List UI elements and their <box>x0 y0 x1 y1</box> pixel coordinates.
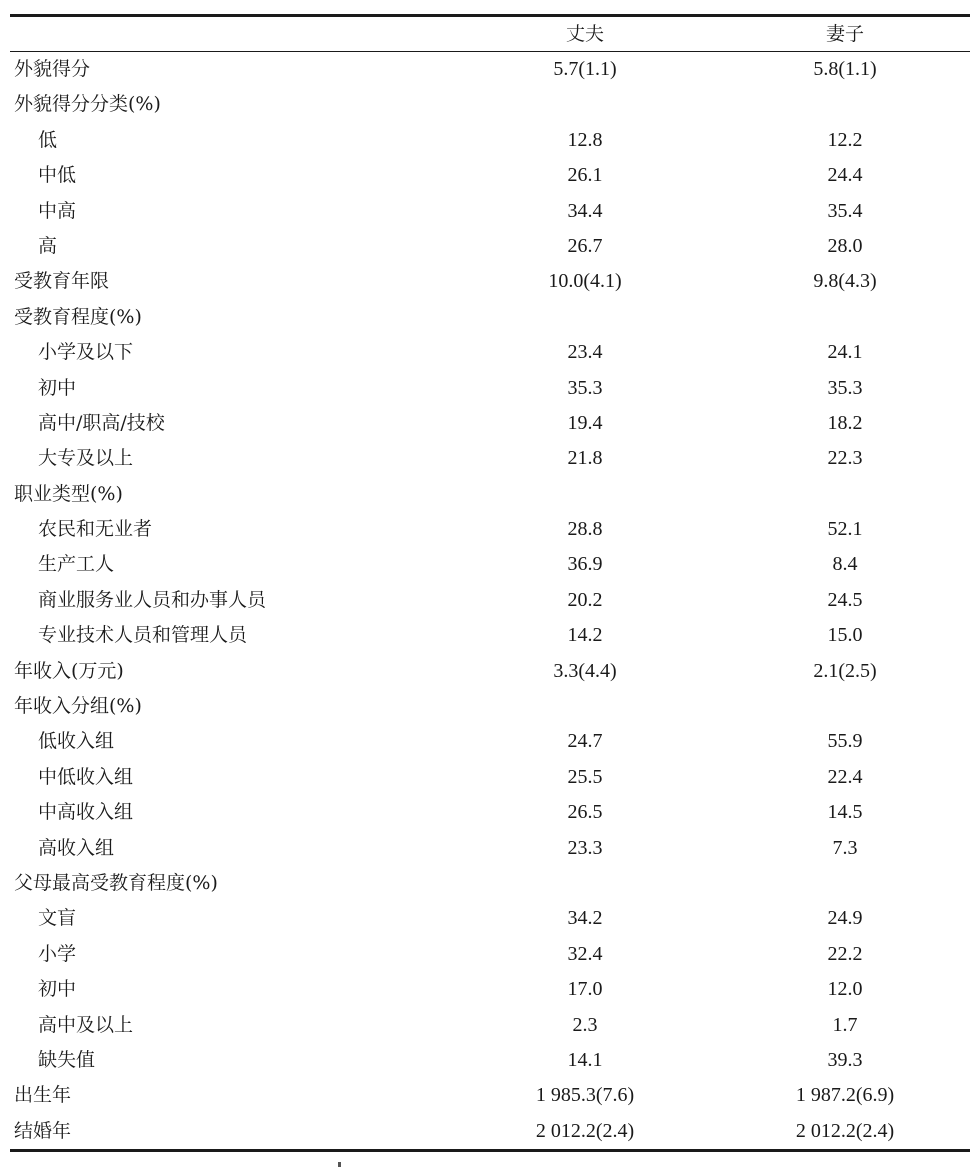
cell-husband: 17.0 <box>567 978 603 1001</box>
cell-husband: 3.3(4.4) <box>553 659 617 682</box>
row-sublabel: 初中 <box>38 978 77 1001</box>
row-sublabel: 小学 <box>38 942 77 965</box>
cell-husband: 25.5 <box>567 765 603 788</box>
cell-husband: 35.3 <box>567 376 603 399</box>
cell-wife: 22.2 <box>827 942 863 965</box>
cell-wife: 9.8(4.3) <box>813 270 877 293</box>
cell-wife: 22.3 <box>827 447 863 470</box>
row-sublabel: 中低收入组 <box>38 765 134 788</box>
cell-husband: 20.2 <box>567 588 603 611</box>
row-sublabel: 中高收入组 <box>38 801 134 824</box>
cell-wife: 2 012.2(2.4) <box>795 1119 895 1142</box>
table-row <box>10 300 970 335</box>
table-row <box>10 371 970 406</box>
table-row <box>10 831 970 866</box>
row-sublabel: 低收入组 <box>38 730 115 753</box>
cell-husband: 24.7 <box>567 730 603 753</box>
cell-wife: 39.3 <box>827 1048 863 1071</box>
table-row <box>10 654 970 689</box>
cell-husband: 36.9 <box>567 553 603 576</box>
cell-wife: 12.2 <box>827 128 863 151</box>
table-header-row <box>10 17 970 51</box>
cell-husband: 26.5 <box>567 801 603 824</box>
cell-wife: 18.2 <box>827 411 863 434</box>
cell-husband: 10.0(4.1) <box>548 270 622 293</box>
cell-wife: 5.8(1.1) <box>813 58 877 80</box>
row-label: 职业类型(%) <box>14 482 123 505</box>
row-sublabel: 高 <box>38 234 58 257</box>
cell-wife: 1.7 <box>832 1013 858 1036</box>
table-row <box>10 1078 970 1113</box>
row-label: 父母最高受教育程度(%) <box>14 871 218 894</box>
table-row <box>10 123 970 158</box>
row-sublabel: 缺失值 <box>38 1048 96 1071</box>
cell-wife: 8.4 <box>832 553 858 576</box>
stray-mark <box>338 1162 341 1167</box>
cell-husband: 28.8 <box>567 518 603 541</box>
table-row <box>10 87 970 122</box>
cell-husband: 34.2 <box>567 907 603 930</box>
table-row <box>10 901 970 936</box>
table-row <box>10 1043 970 1078</box>
row-sublabel: 低 <box>38 128 58 151</box>
table-row <box>10 194 970 229</box>
row-label: 受教育年限 <box>14 270 110 293</box>
table-row <box>10 52 970 87</box>
table-row <box>10 689 970 724</box>
cell-husband: 5.7(1.1) <box>553 58 617 80</box>
row-sublabel: 农民和无业者 <box>38 518 153 541</box>
table-row <box>10 1114 970 1149</box>
table-row <box>10 512 970 547</box>
cell-wife: 24.9 <box>827 907 863 930</box>
row-label: 受教育程度(%) <box>14 305 142 328</box>
cell-husband: 26.1 <box>567 164 603 187</box>
table-row <box>10 1008 970 1043</box>
row-label: 年收入分组(%) <box>14 695 142 718</box>
cell-wife: 24.4 <box>827 164 863 187</box>
cell-wife: 52.1 <box>827 518 863 541</box>
row-sublabel: 小学及以下 <box>38 341 134 364</box>
cell-husband: 2 012.2(2.4) <box>535 1119 635 1142</box>
row-sublabel: 高中及以上 <box>38 1013 134 1036</box>
row-sublabel: 文盲 <box>38 907 77 930</box>
table-row <box>10 866 970 901</box>
cell-husband: 34.4 <box>567 199 603 222</box>
table-row <box>10 583 970 618</box>
cell-husband: 1 985.3(7.6) <box>535 1084 635 1107</box>
row-label: 外貌得分分类(%) <box>14 93 161 116</box>
table-bottom-rule <box>10 1149 970 1152</box>
row-label: 出生年 <box>14 1084 72 1107</box>
cell-wife: 15.0 <box>827 624 863 647</box>
statistics-table <box>10 14 970 1152</box>
cell-wife: 24.5 <box>827 588 863 611</box>
cell-wife: 12.0 <box>827 978 863 1001</box>
row-sublabel: 大专及以上 <box>38 447 134 470</box>
table-body <box>10 52 970 1149</box>
row-sublabel: 初中 <box>38 376 77 399</box>
table-row <box>10 335 970 370</box>
cell-wife: 28.0 <box>827 234 863 257</box>
cell-husband: 23.3 <box>567 836 603 859</box>
table-row <box>10 618 970 653</box>
table-row <box>10 406 970 441</box>
table-row <box>10 264 970 299</box>
cell-husband: 19.4 <box>567 411 603 434</box>
table-row <box>10 937 970 972</box>
cell-wife: 55.9 <box>827 730 863 753</box>
cell-husband: 26.7 <box>567 234 603 257</box>
table-row <box>10 724 970 759</box>
cell-husband: 14.1 <box>567 1048 603 1071</box>
table-row <box>10 477 970 512</box>
cell-husband: 14.2 <box>567 624 603 647</box>
table-row <box>10 229 970 264</box>
row-label: 结婚年 <box>14 1119 72 1142</box>
row-sublabel: 中高 <box>38 199 77 222</box>
cell-wife: 1 987.2(6.9) <box>795 1084 895 1107</box>
table-row <box>10 441 970 476</box>
header-wife: 妻子 <box>825 23 864 45</box>
table-row <box>10 795 970 830</box>
row-label: 年收入(万元) <box>14 659 124 682</box>
row-sublabel: 专业技术人员和管理人员 <box>38 624 248 647</box>
cell-wife: 35.3 <box>827 376 863 399</box>
header-husband: 丈夫 <box>565 23 604 45</box>
row-sublabel: 生产工人 <box>38 553 115 576</box>
cell-wife: 35.4 <box>827 199 863 222</box>
table-row <box>10 158 970 193</box>
table-row <box>10 547 970 582</box>
cell-wife: 2.1(2.5) <box>813 659 877 682</box>
cell-husband: 23.4 <box>567 341 603 364</box>
cell-husband: 32.4 <box>567 942 603 965</box>
table-row <box>10 760 970 795</box>
table-row <box>10 972 970 1007</box>
cell-husband: 12.8 <box>567 128 603 151</box>
row-label: 外貌得分 <box>14 58 91 80</box>
cell-wife: 7.3 <box>832 836 858 859</box>
row-sublabel: 高收入组 <box>38 836 115 859</box>
row-sublabel: 高中/职高/技校 <box>38 411 165 434</box>
cell-husband: 2.3 <box>572 1013 598 1036</box>
row-sublabel: 商业服务业人员和办事人员 <box>38 588 267 611</box>
cell-husband: 21.8 <box>567 447 603 470</box>
cell-wife: 22.4 <box>827 765 863 788</box>
row-sublabel: 中低 <box>38 164 77 187</box>
cell-wife: 24.1 <box>827 341 863 364</box>
cell-wife: 14.5 <box>827 801 863 824</box>
